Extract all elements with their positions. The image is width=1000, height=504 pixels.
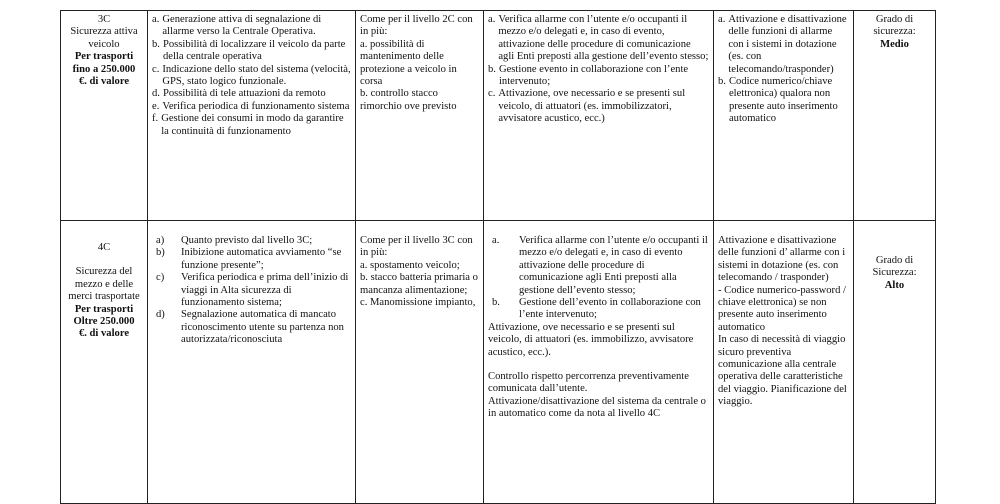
grade-cell-3c xyxy=(854,11,936,221)
list-item: b. Possibilità di localizzare il veicolo da parte della centrale operativa xyxy=(152,38,346,63)
list-item: a. Verifica allarme con l’utente e/o occupanti il mezzo e/o delegati e, in caso di evento attivazione delle procedure di comunicazione agli Enti preposti alla gestione dell’evento stesso; xyxy=(492,235,708,296)
level-cell-3c xyxy=(61,11,148,221)
list-item: a) Quanto previsto dal livello 3C; xyxy=(156,235,313,246)
functions-cell-4c xyxy=(148,221,356,504)
level-scope-line: Per trasporti xyxy=(74,51,134,63)
list-item: a. spostamento veicolo; xyxy=(360,259,460,271)
extra-features-cell-3c xyxy=(356,11,484,221)
level-title: Sicurezza del mezzo e delle merci trasportate xyxy=(68,266,140,303)
list-item: c) Verifica periodica e prima dell’inizio di viaggi in Alta sicurezza di funzionamento sistema; xyxy=(156,272,349,309)
list-item: f. Gestione dei consumi in modo da garantire la continuità di funzionamento xyxy=(152,113,344,137)
grade-cell-4c xyxy=(854,221,936,504)
level-title: Sicurezza attiva veicolo xyxy=(70,26,138,50)
paragraph: Attivazione/disattivazione del sistema da centrale o in automatico come da nota al livello 4C xyxy=(488,395,706,420)
list-item: b) Inibizione automatica avviamento “se funzione presente”; xyxy=(156,247,342,271)
user-activation-cell-3c xyxy=(714,11,854,221)
paragraph: - Codice numerico-password / chiave elettronica) se non presente auto inserimento automatico xyxy=(718,284,846,333)
table-row-3c xyxy=(61,11,936,221)
grade-value: Medio xyxy=(880,38,909,50)
level-scope-line: Per trasporti xyxy=(74,303,134,315)
security-levels-table xyxy=(60,10,936,504)
list-item: c. Manomissione impianto, xyxy=(360,297,476,309)
list-item: b. stacco batteria primaria o mancanza alimentazione; xyxy=(360,272,478,296)
list-item: a. Generazione attiva di segnalazione di allarme verso la Centrale Operativa. xyxy=(152,14,322,38)
list-item: a. Attivazione e disattivazione delle funzioni di allarme con i sistemi in dotazione (es. con telecomando/trasponder) xyxy=(718,14,847,75)
list-item: e. Verifica periodica di funzionamento sistema xyxy=(152,100,350,112)
level-cell-4c xyxy=(61,221,148,504)
list-item: d. Possibilità di tele attuazioni da remoto xyxy=(152,88,326,100)
paragraph: Attivazione e disattivazione delle funzioni d’ allarme con i sistemi in dotazione (es. con telecomando / trasponder) xyxy=(718,235,846,284)
level-scope-line: Oltre 250.000 xyxy=(73,316,135,328)
operations-cell-3c xyxy=(484,11,714,221)
list-item: b. Gestione evento in collaborazione con l’ente intervenuto; xyxy=(488,63,689,88)
list-item: d) Segnalazione automatica di mancato riconoscimento utente su partenza non autorizzata/riconosciuta xyxy=(156,309,344,346)
user-activation-cell-4c xyxy=(714,221,854,504)
list-item: c. Attivazione, ove necessario e se presenti sul veicolo, di attuatori (es. immobilizzatori, avvisatore acustico, ecc.) xyxy=(488,88,686,125)
level-code: 3C xyxy=(97,14,111,25)
grade-value: Alto xyxy=(884,279,905,291)
extra-features-cell-4c xyxy=(356,221,484,504)
list-item: a. possibilità di mantenimento delle protezione a veicolo in corsa xyxy=(360,38,457,88)
paragraph: In caso di necessità di viaggio sicuro preventiva comunicazione alla centrale operativa delle caratteristiche del viaggio. Pianificazione del viaggio. xyxy=(718,334,847,408)
table-row-4c xyxy=(61,221,936,504)
paragraph: Attivazione, ove necessario e se presenti sul veicolo, di attuatori (es. immobilizzo, avvisatore acustico, ecc.). xyxy=(488,321,694,358)
operations-cell-4c xyxy=(484,221,714,504)
level-scope-line: €. di valore xyxy=(78,76,130,88)
features-intro: Come per il livello 2C con in più: xyxy=(360,14,473,38)
list-item: b. Codice numerico/chiave elettronica) qualora non presente auto inserimento automatico xyxy=(718,76,838,125)
list-item: b. Gestione dell’evento in collaborazione con l’ente intervenuto; xyxy=(492,297,701,321)
list-item: c. Indicazione dello stato del sistema (velocità, GPS, stato logico funzionale. xyxy=(152,63,351,88)
grade-label: Grado di Sicurezza: xyxy=(872,255,917,279)
list-item: a. Verifica allarme con l’utente e/o occupanti il mezzo e/o delegati e, in caso di evento, attivazione delle procedure di comunicazione agli Enti preposti alla gestione dell’evento stesso; xyxy=(488,14,709,63)
list-item: b. controllo stacco rimorchio ove previsto xyxy=(360,88,457,112)
paragraph: Controllo rispetto percorrenza preventivamente comunicata dall’utente. xyxy=(488,371,689,395)
level-scope-line: fino a 250.000 xyxy=(72,63,136,75)
level-scope-line: €. di valore xyxy=(78,328,130,340)
grade-label: Grado di sicurezza: xyxy=(873,14,916,38)
features-intro: Come per il livello 3C con in più: xyxy=(360,235,473,259)
level-code: 4C xyxy=(97,242,111,253)
functions-cell-3c xyxy=(148,11,356,221)
